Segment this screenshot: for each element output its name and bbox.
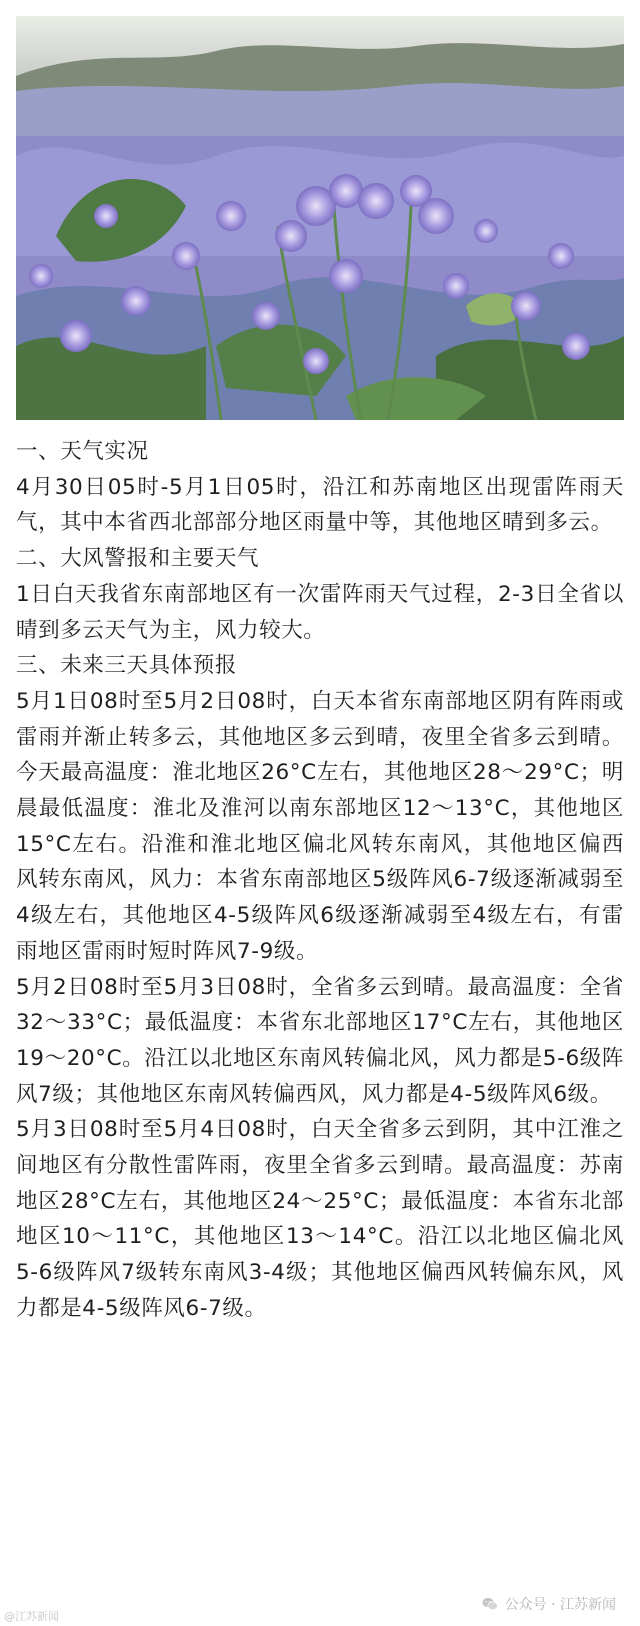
section-heading-three-day-forecast: 三、未来三天具体预报	[16, 653, 238, 679]
paragraph-forecast-day3: 5月3日08时至5月4日08时，白天全省多云到阴，其中江淮之间地区有分散性雷阵雨，夜里全省多云到晴。最高温度：苏南地区28°C左右，其他地区24～25°C；最低温度：本省东北部地区10～11°C，其他地区13～14°C。沿江以北地区偏北风5-6级阵风7级转东南风3-4级；其他地区偏西风转偏东风，风力都是4-5级阵风6-7级。	[16, 1117, 624, 1321]
weather-forecast-article	[16, 434, 624, 1327]
wechat-icon	[481, 1595, 499, 1613]
corner-watermark: @江苏新闻	[4, 1610, 59, 1623]
paragraph-current-weather: 4月30日05时-5月1日05时，沿江和苏南地区出现雷阵雨天气，其中本省西北部部分地区雨量中等，其他地区晴到多云。	[16, 474, 624, 536]
paragraph-forecast-day1: 5月1日08时至5月2日08时，白天本省东南部地区阴有阵雨或雷雨并渐止转多云，其他地区多云到晴，夜里全省多云到晴。今天最高温度：淮北地区26°C左右，其他地区28～29°C；明晨最低温度：淮北及淮河以南东部地区12～13°C，其他地区15°C左右。沿淮和淮北地区偏北风转东南风，其他地区偏西风转东南风，风力：本省东南部地区5级阵风6-7级逐渐减弱至4级左右，其他地区4-5级阵风6级逐渐减弱至4级左右，有雷雨地区雷雨时短时阵风7-9级。	[16, 688, 624, 964]
section-heading-current-weather: 一、天气实况	[16, 439, 149, 464]
flower-field-photo	[16, 16, 624, 420]
source-watermark	[481, 1594, 616, 1614]
paragraph-wind-warning: 1日白天我省东南部地区有一次雷阵雨天气过程，2-3日全省以晴到多云天气为主，风力较大。	[16, 581, 624, 643]
paragraph-forecast-day2: 5月2日08时至5月3日08时，全省多云到晴。最高温度：全省32～33°C；最低温度：本省东北部地区17°C左右，其他地区19～20°C。沿江以北地区东南风转偏北风，风力都是5-6级阵风7级；其他地区东南风转偏西风，风力都是4-5级阵风6级。	[16, 974, 624, 1107]
section-heading-wind-warning: 二、大风警报和主要天气	[16, 546, 260, 572]
orychophragmus-flower-field-photo	[16, 16, 624, 420]
watermark-text: 公众号 · 江苏新闻	[504, 1597, 616, 1613]
